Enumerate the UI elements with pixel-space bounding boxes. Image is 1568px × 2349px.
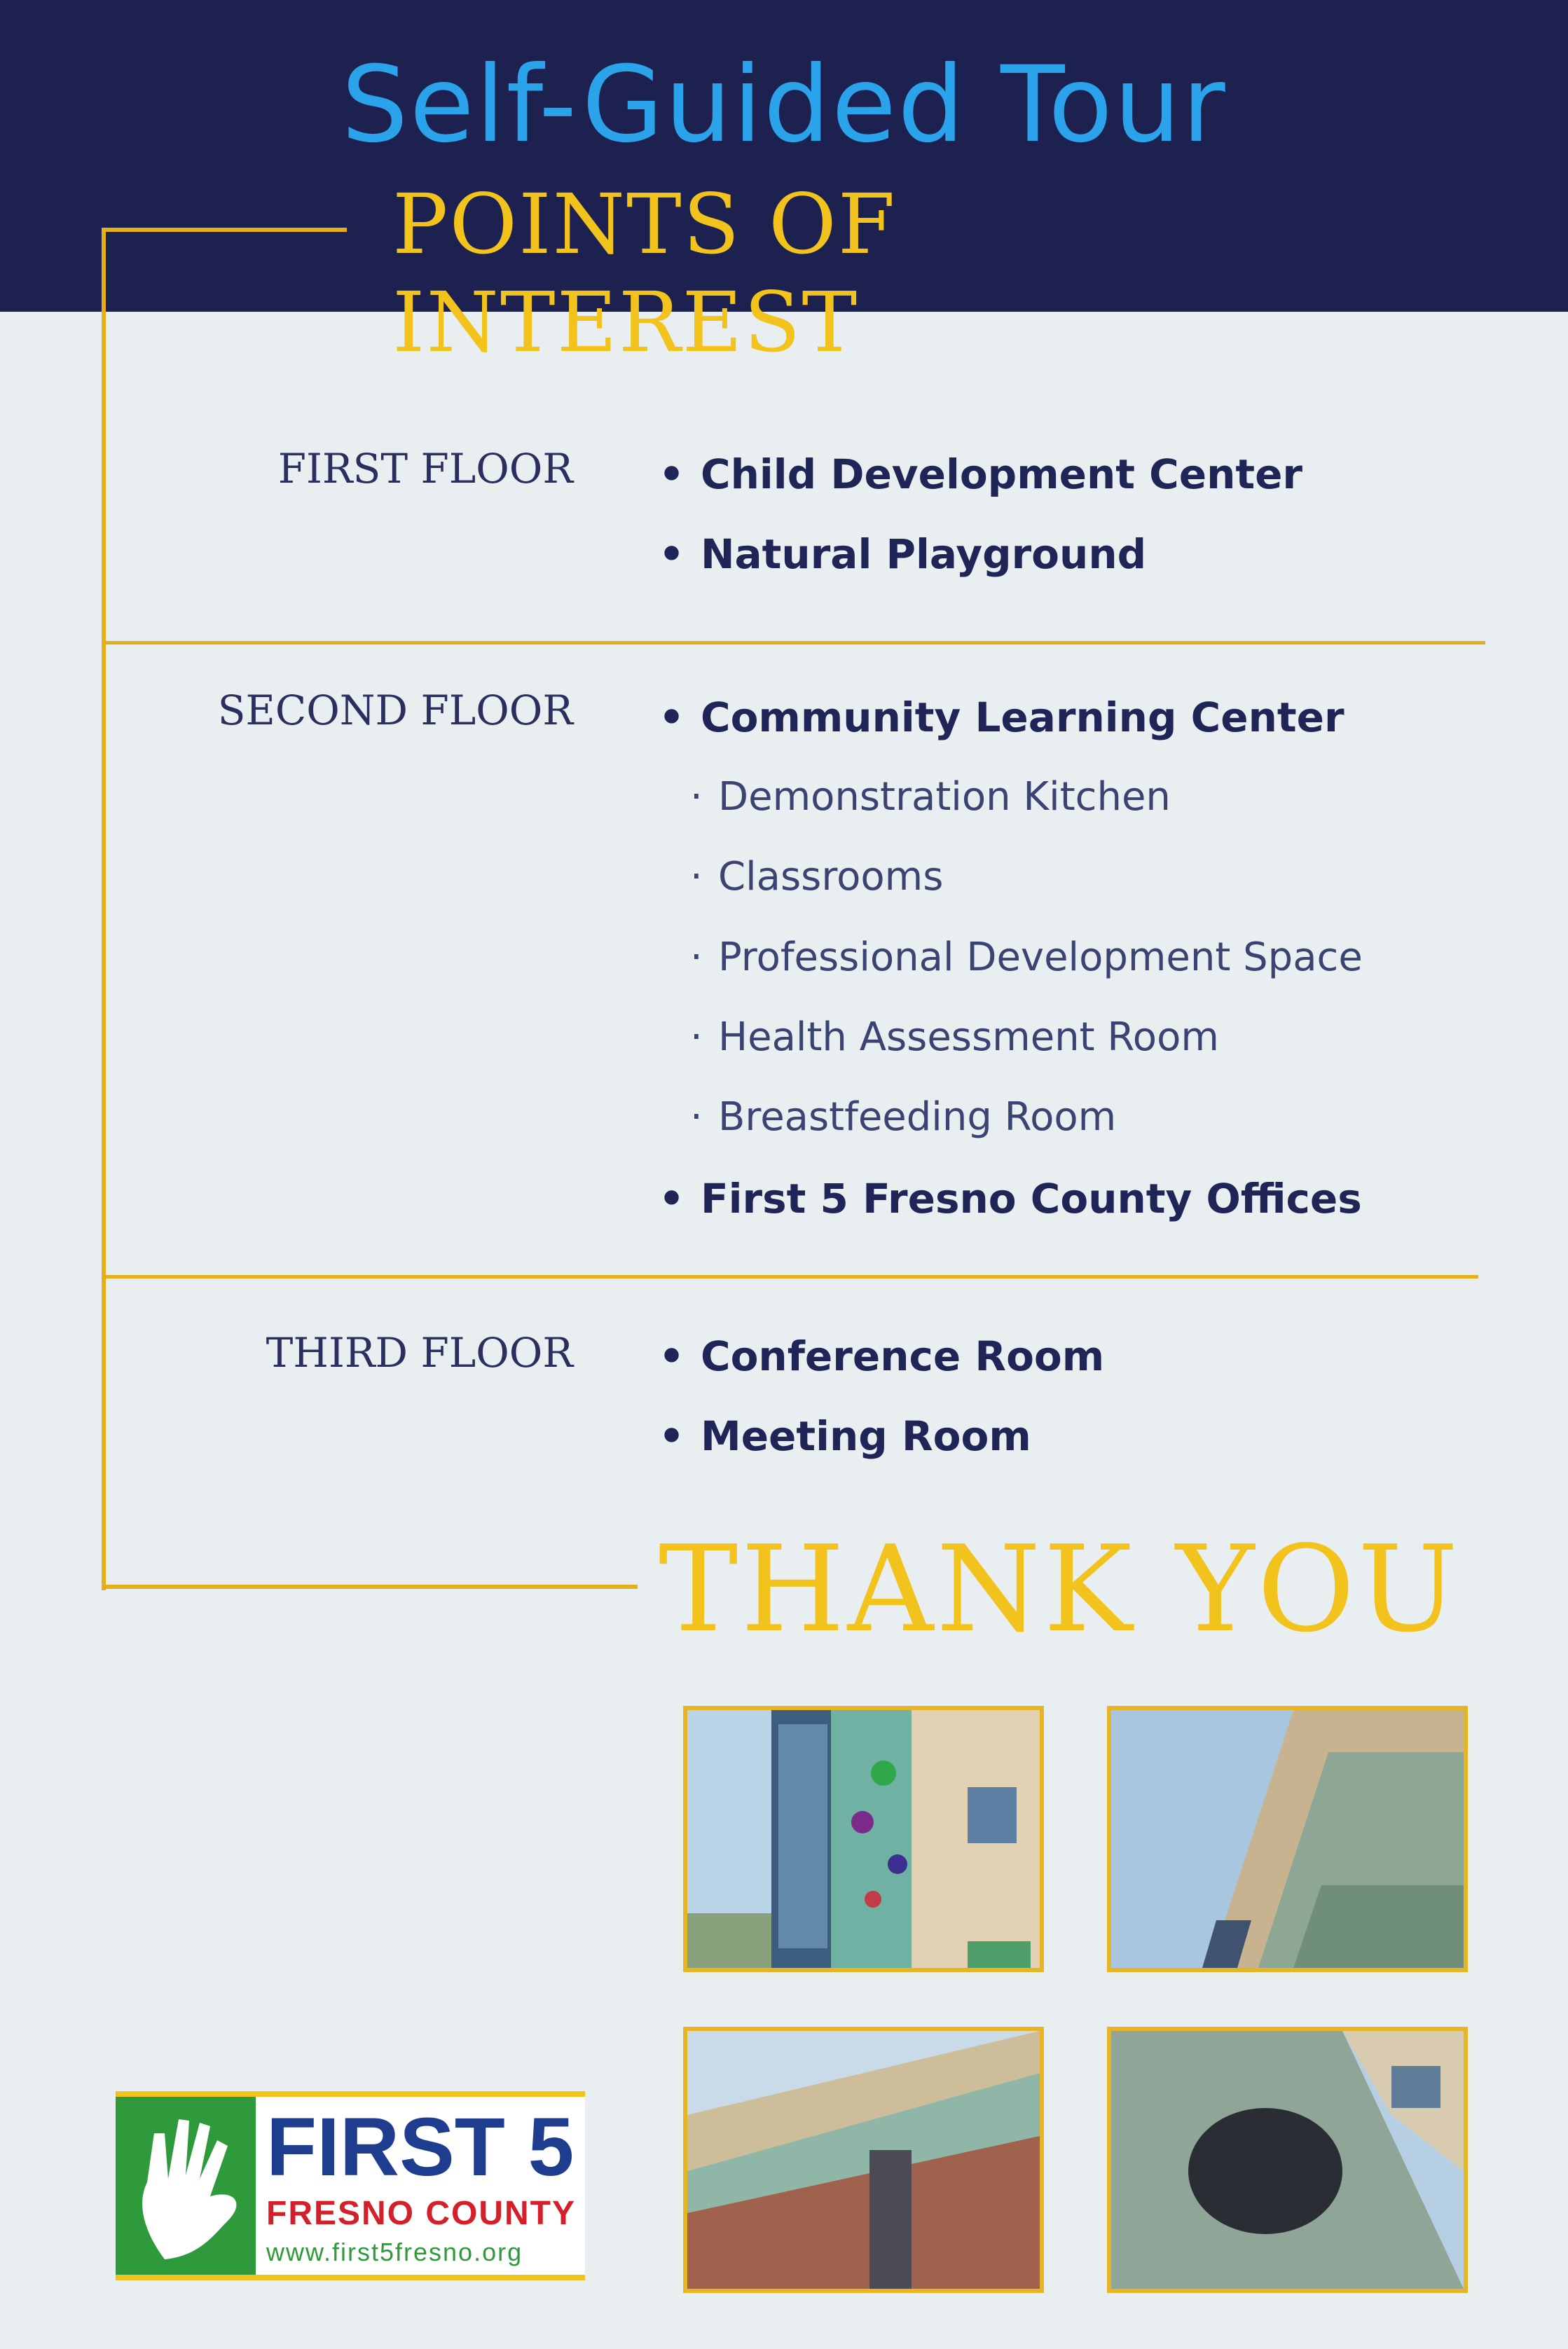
bullet-icon: • bbox=[659, 1412, 685, 1460]
bullet-icon: · bbox=[690, 935, 703, 980]
floor-label-second: SECOND FLOOR bbox=[217, 687, 573, 734]
building-photo bbox=[683, 2027, 1044, 2293]
logo-county: FRESNO COUNTY bbox=[266, 2195, 577, 2232]
building-photo bbox=[683, 1706, 1044, 1972]
building-photo bbox=[1107, 2027, 1468, 2293]
page-subtitle: POINTS OF INTEREST bbox=[392, 176, 897, 371]
page-title: Self-Guided Tour bbox=[341, 44, 1227, 166]
bullet-icon: · bbox=[690, 1094, 703, 1140]
bullet-icon: • bbox=[659, 530, 685, 578]
divider-line bbox=[102, 641, 1485, 645]
bullet-icon: • bbox=[659, 450, 685, 498]
thank-you-heading: THANK YOU bbox=[659, 1520, 1462, 1659]
list-item: • Meeting Room bbox=[659, 1412, 1031, 1460]
list-item: • First 5 Fresno County Offices bbox=[659, 1175, 1362, 1222]
bullet-icon: · bbox=[690, 1014, 703, 1060]
bullet-icon: · bbox=[690, 774, 703, 820]
logo-name: FIRST 5 bbox=[266, 2101, 575, 2193]
bracket-top-line bbox=[102, 228, 347, 232]
building-photo bbox=[1107, 1706, 1468, 1972]
first5-logo bbox=[116, 2091, 585, 2280]
sub-list-item: · Professional Development Space bbox=[690, 935, 1363, 980]
bullet-icon: · bbox=[690, 854, 703, 900]
sub-list-item: · Breastfeeding Room bbox=[690, 1094, 1117, 1140]
list-item: • Child Development Center bbox=[659, 450, 1303, 498]
sub-list-item: · Health Assessment Room bbox=[690, 1014, 1219, 1060]
floor-label-third: THIRD FLOOR bbox=[266, 1329, 573, 1377]
logo-url: www.first5fresno.org bbox=[266, 2238, 523, 2266]
list-item: • Community Learning Center bbox=[659, 694, 1345, 741]
floor-label-first: FIRST FLOOR bbox=[277, 445, 573, 492]
sub-list-item: · Demonstration Kitchen bbox=[690, 774, 1171, 820]
list-item: • Conference Room bbox=[659, 1332, 1105, 1380]
bracket-vertical-line bbox=[102, 228, 106, 1590]
bracket-bottom-line bbox=[102, 1585, 638, 1589]
bullet-icon: • bbox=[659, 1332, 685, 1380]
list-item: • Natural Playground bbox=[659, 530, 1147, 578]
divider-line bbox=[102, 1275, 1478, 1279]
sub-list-item: · Classrooms bbox=[690, 854, 944, 900]
bullet-icon: • bbox=[659, 694, 685, 741]
bullet-icon: • bbox=[659, 1175, 685, 1222]
